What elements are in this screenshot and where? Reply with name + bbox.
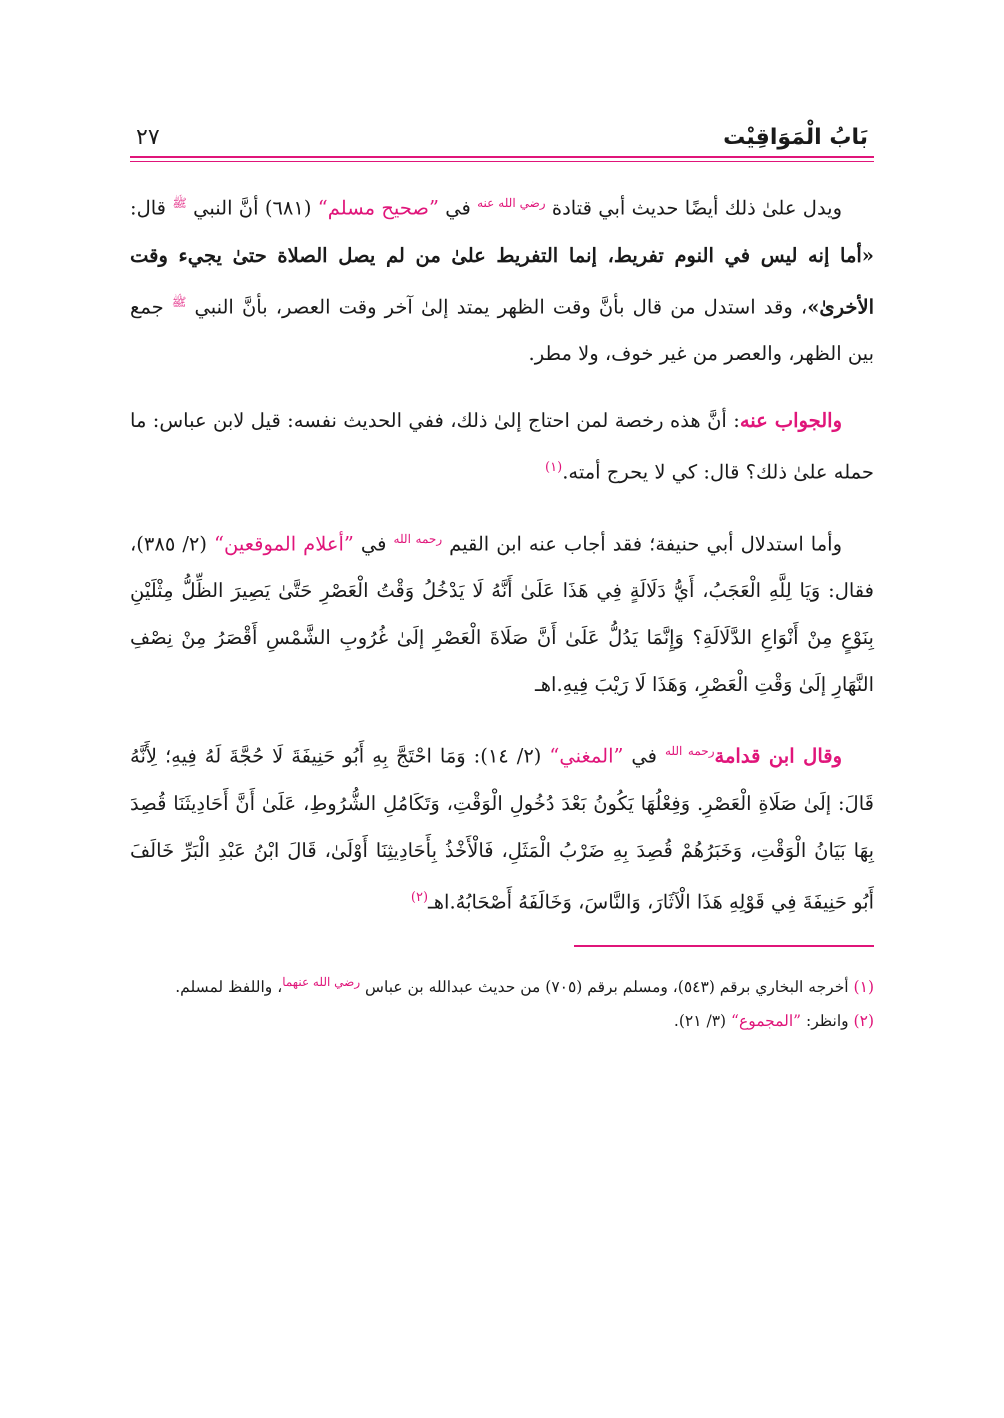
book-citation: ”صحيح مسلم“ <box>317 196 439 220</box>
paragraph-2 <box>130 397 874 496</box>
text: (٢/ ١٤): وَمَا احْتَجَّ بِهِ أَبُو حَنِيفَةَ لَا حُجَّةَ لَهُ فِيهِ؛ لِأَنَّهُ قَالَ: إلَىٰ صَلَاةِ الْعَصْرِ. وَفِعْلُهَا يَكُونُ بَعْدَ دُخُولِ الْوَقْتِ، وَتَكَامُلِ الشُّرُوطِ، عَلَىٰ أَنَّ أَحَادِيثَنَا قُصِدَ بِهَا بَيَانُ الْوَقْتِ، وَخَبَرُهُمْ قُصِدَ بِهِ ضَرْبُ الْمَثَلِ، فَالْأَخْذُ بِأَحَادِيثِنَا أَوْلَىٰ، قَالَ ابْنُ عَبْدِ الْبَرِّ خَالَفَ أَبُو حَنِيفَةَ فِي قَوْلِهِ هَذَا الْآثَارَ، وَالنَّاسَ، وَخَالَفَهُ أَصْحَابُهُ.اهـ <box>130 744 874 913</box>
header-rule-thin <box>130 161 874 162</box>
chapter-title: بَابُ الْمَوَاقِيْت <box>723 125 868 150</box>
page-number: ٢٧ <box>136 125 160 150</box>
text: ، وقد استدل من قال بأنَّ وقت الظهر يمتد إلىٰ آخر وقت العصر، بأنَّ النبي <box>186 295 808 318</box>
text: أخرجه البخاري برقم (٥٤٣)، ومسلم برقم (٧٠٥) من حديث عبدالله بن عباس <box>360 978 854 997</box>
text: (٦٨١) أنَّ النبي <box>186 196 318 220</box>
footnote-2 <box>130 1004 874 1038</box>
footnote-number: (١) <box>853 978 874 997</box>
footnote-separator <box>574 945 874 947</box>
text: في <box>623 744 665 768</box>
honorific-glyph: ﷺ <box>172 196 187 210</box>
text: : أنَّ هذه رخصة لمن احتاج إلىٰ ذلك، ففي الحديث نفسه: قيل لابن عباس: ما حمله علىٰ ذلك؟ قال: كي لا يحرج أمته. <box>130 409 874 484</box>
footnote-number: (٢) <box>853 1012 874 1031</box>
text: ويدل علىٰ ذلك أيضًا حديث أبي قتادة <box>545 196 843 220</box>
text: ، واللفظ لمسلم. <box>175 978 283 997</box>
header-rule <box>130 156 874 158</box>
book-citation: ”المغني“ <box>549 744 624 768</box>
honorific-glyph: رحمه الله <box>393 531 443 546</box>
footnote-1 <box>130 965 874 1004</box>
footnote-ref[interactable]: (٢) <box>410 889 429 905</box>
hadith-quote: «أما إنه ليس في النوم تفريط، إنما التفريط علىٰ من لم يصل الصلاة حتىٰ يجيء وقت الأخرىٰ» <box>130 243 874 318</box>
footnotes <box>130 965 874 1038</box>
honorific-glyph: رضي الله عنه <box>477 196 546 210</box>
paragraph-4 <box>130 728 874 925</box>
text: وأما استدلال أبي حنيفة؛ فقد أجاب عنه ابن القيم <box>442 532 842 555</box>
honorific-glyph: ﷺ <box>171 294 187 309</box>
text: قال: <box>130 196 173 220</box>
footnote-ref[interactable]: (١) <box>545 460 563 475</box>
book-citation: ”أعلام الموقعين“ <box>214 532 354 555</box>
scholar-heading: وقال ابن قدامة <box>714 744 843 768</box>
text: (٣/ ٢١). <box>673 1012 732 1031</box>
honorific-glyph: رضي الله عنهما <box>282 975 361 989</box>
page <box>130 110 874 1038</box>
text: في <box>438 196 478 220</box>
text: في <box>353 532 394 555</box>
paragraph-3 <box>130 516 874 709</box>
book-citation: ”المجموع“ <box>731 1012 802 1031</box>
text: (٢/ ٣٨٥)، فقال: وَيَا لِلَّهِ الْعَجَبُ، أَيُّ دَلَالَةٍ فِي هَذَا عَلَىٰ أَنَّهُ لَا يَدْخُلُ وَقْتُ الْعَصْرِ حَتَّىٰ يَصِيرَ الظِّلُّ مِثْلَيْنِ بِنَوْعٍ مِنْ أَنْوَاعِ الدَّلَالَةِ؟ وَإِنَّمَا يَدُلُّ عَلَىٰ أَنَّ صَلَاةَ الْعَصْرِ إلَىٰ غُرُوبِ الشَّمْسِ أَقْصَرُ مِنْ نِصْفِ النَّهَارِ إلَىٰ وَقْتِ الْعَصْرِ، وَهَذَا لَا رَيْبَ فِيهِ.اهـ <box>130 532 874 696</box>
body-text <box>130 180 874 925</box>
text: وانظر: <box>801 1012 854 1031</box>
honorific-glyph: رحمه الله <box>664 744 715 758</box>
text: جمع بين الظهر، والعصر من غير خوف، ولا مطر. <box>130 295 874 365</box>
answer-heading: والجواب عنه <box>739 409 843 432</box>
running-head <box>130 110 874 150</box>
paragraph-1 <box>130 180 874 377</box>
